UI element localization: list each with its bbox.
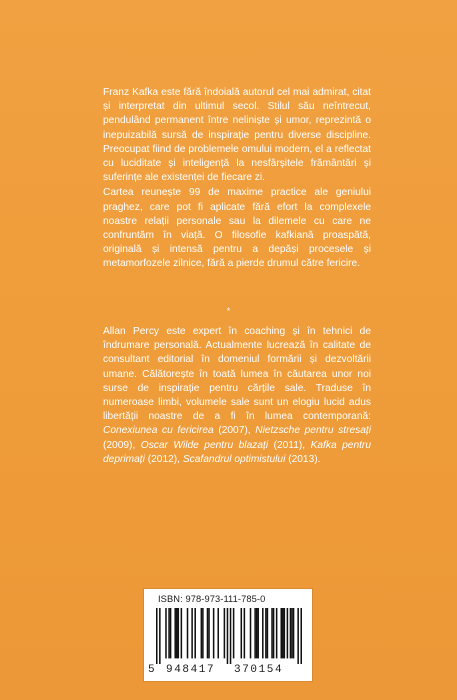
barcode-bar — [250, 608, 252, 658]
barcode-bar — [230, 608, 232, 664]
barcode-bar — [168, 608, 170, 658]
barcode-bar — [293, 608, 295, 658]
barcode-bar — [262, 608, 264, 658]
barcode-bar — [290, 608, 292, 658]
barcode-bar — [287, 608, 289, 658]
barcode-bar — [176, 608, 178, 658]
barcode-bar — [297, 608, 299, 664]
barcode-bar — [208, 608, 210, 658]
book-title-4: Kafka pentru deprimați — [103, 439, 371, 465]
barcode-bar — [282, 608, 284, 658]
barcode-bar — [207, 608, 209, 658]
book-title-1: Conexiunea cu fericirea — [103, 425, 214, 437]
book-title-5: Scafandrul optimistului — [182, 453, 286, 465]
barcode-bar — [159, 608, 161, 664]
barcode-icon — [156, 608, 302, 664]
barcode-bar — [202, 608, 204, 658]
barcode-bar — [257, 608, 259, 658]
barcode-bar — [201, 608, 203, 658]
barcode-bar — [256, 608, 258, 658]
barcode-bar — [241, 608, 243, 658]
barcode-bar — [213, 608, 215, 658]
author-bio-paragraph — [103, 325, 371, 467]
barcode-bar — [267, 608, 269, 658]
barcode-digit-first: 5 — [148, 664, 157, 676]
barcode-bar — [291, 608, 293, 658]
barcode-bar — [276, 608, 278, 658]
author-bio — [103, 325, 371, 467]
barcode-bar — [170, 608, 172, 658]
book-title-3: Oscar Wilde pentru blazați — [140, 439, 269, 451]
barcode-bar — [181, 608, 183, 658]
barcode-bar — [273, 608, 275, 658]
description-paragraph-1: Franz Kafka este fără îndoială autorul cel mai admirat, citat și interpretat din ultimul secol. Stilul său neîntrecut, pendulând permanent între neliniște și umor, reprezintă o inepuizabilă sursă de inspirație pentru diverse discipline. Preocupat fiind de problemele omului modern, el a reflectat cu luciditate și inteligență la nesfârșitele frământări și suferințe ale existenței de fiecare zi. — [103, 87, 371, 184]
barcode-bar — [254, 608, 256, 658]
barcode-bar — [165, 608, 167, 658]
book-year-1: (2007), — [213, 425, 256, 437]
barcode-digits-left: 948417 — [166, 664, 216, 676]
author-bio-intro: Allan Percy este expert în coaching și în tehnici de îndrumare personală. Actualmente lucrează în calitate de consultant editorial în domeniul formării și dezvoltării umane. Călătorește în toată lumea în căutarea unor noi surse de inspirație pentru cărțile sale. Traduse în numeroase limbi, volumele sale sunt un elogiu lucid adus libertății noastre de a fi în lumea contemporană: — [103, 326, 371, 423]
description-paragraph-2: Cartea reunește 99 de maxime practice ale geniului praghez, care pot fi aplicate fără efort la complexele noastre relații personale sau la dilemele cu care ne confruntăm în viață. O filosofie kafkiană proaspătă, originală și intensă pentru a depăși procesele și metamorfozele zilnice, fără a pierde drumul către fericire. — [103, 187, 371, 270]
barcode-bar — [174, 608, 176, 658]
barcode-bar — [187, 608, 189, 658]
barcode-digits-right: 370154 — [234, 664, 284, 676]
barcode-bar — [244, 608, 246, 658]
book-year-4: (2012), — [144, 453, 183, 465]
barcode-bar — [233, 608, 235, 658]
barcode-bar — [284, 608, 286, 658]
barcode-bar — [227, 608, 229, 664]
isbn-label: ISBN: 978-973-111-785-0 — [158, 594, 266, 604]
section-separator: * — [226, 306, 231, 316]
barcode-bar — [156, 608, 158, 664]
book-year-5: (2013). — [285, 453, 321, 465]
barcode-bar — [271, 608, 273, 658]
barcode-bar — [217, 608, 219, 658]
barcode-bar — [224, 608, 226, 658]
barcode-bar — [265, 608, 267, 658]
barcode-bar — [300, 608, 302, 664]
barcode-bar — [194, 608, 196, 658]
barcode-bar — [280, 608, 282, 658]
barcode-bar — [178, 608, 180, 658]
book-description — [103, 86, 371, 272]
book-year-3: (2011), — [268, 439, 311, 451]
book-year-2: (2009), — [103, 439, 141, 451]
book-title-2: Nietzsche pentru stresați — [255, 425, 371, 437]
barcode-bar — [191, 608, 193, 658]
barcode-box — [143, 588, 313, 682]
